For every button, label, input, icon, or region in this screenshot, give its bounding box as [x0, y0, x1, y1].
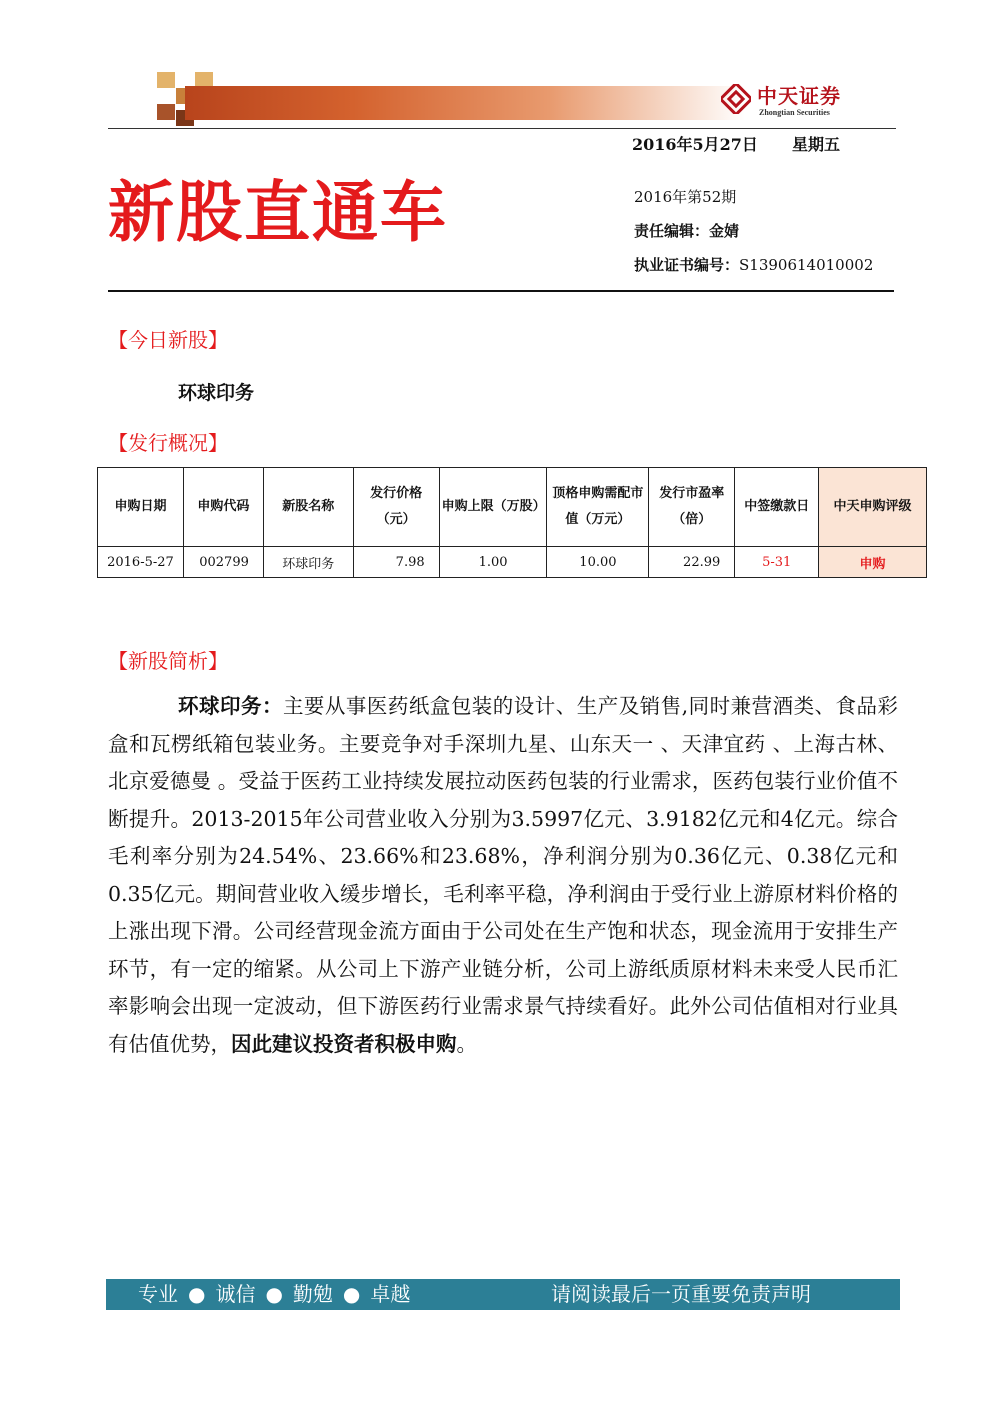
editor-line	[634, 220, 739, 241]
header-rule	[108, 290, 894, 292]
footer-disclaimer: 请阅读最后一页重要免责声明	[551, 1282, 811, 1306]
footer-bar	[106, 1279, 900, 1310]
editor-label: 责任编辑：	[634, 222, 710, 240]
th-market-value: 顶格申购需配市值（万元）	[547, 468, 649, 547]
analysis-conclusion: 因此建议投资者积极申购	[231, 1031, 457, 1056]
th-date: 申购日期	[98, 468, 184, 547]
cell-market-value: 10.00	[547, 547, 649, 578]
cert-line	[634, 254, 873, 275]
brand-name-cn: 中天证券	[757, 84, 841, 108]
cell-rating: 申购	[819, 547, 927, 578]
cert-label: 执业证书编号：	[634, 256, 740, 274]
weekday: 星期五	[791, 135, 840, 154]
th-price: 发行价格（元）	[353, 468, 439, 547]
decor-square	[157, 104, 175, 120]
value-integrity: 诚信	[215, 1282, 256, 1306]
th-payment-date: 中签缴款日	[735, 468, 819, 547]
cert-number: S1390614010002	[739, 256, 874, 274]
date: 2016年5月27日	[632, 135, 758, 154]
banner-gradient-bar	[185, 86, 745, 120]
value-excellence: 卓越	[370, 1282, 411, 1306]
cell-price: 7.98	[353, 547, 439, 578]
th-code: 申购代码	[183, 468, 263, 547]
bullet-icon: ●	[265, 1282, 283, 1306]
cell-limit: 1.00	[439, 547, 547, 578]
decor-square	[157, 72, 175, 88]
zhongtian-logo-icon	[721, 84, 751, 114]
issue-table	[97, 467, 927, 578]
analysis-lead: 环球印务：	[178, 694, 283, 718]
section-overview-title: 【发行概况】	[108, 431, 228, 455]
th-rating: 中天申购评级	[819, 468, 927, 547]
value-professional: 专业	[138, 1282, 178, 1306]
analysis-paragraph	[108, 688, 898, 1063]
analysis-body: 主要从事医药纸盒包装的设计、生产及销售,同时兼营酒类、食品彩盒和瓦楞纸箱包装业务。主要竞争对手深圳九星、山东天一 、天津宜药 、上海古林、北京爱德曼 。受益于医药工业持续发展拉动医药包装的行业需求，医药包装行业价值不断提升。2013-2015年公司营业收入分别为3.5997亿元、3.9182亿元和4亿元。综合毛利率分别为24.54%、23.66%和23.68%，净利润分别为0.36亿元、0.38亿元和0.35亿元。期间营业收入缓步增长，毛利率平稳，净利润由于受行业上游原材料价格的上涨出现下滑。公司经营现金流方面由于公司处在生产饱和状态，现金流用于安排生产环节，有一定的缩紧。从公司上下游产业链分析，公司上游纸质原材料未来受人民币汇率影响会出现一定波动，但下游医药行业需求景气持续看好。此外公司估值相对行业具有估值优势，	[108, 694, 899, 1056]
footer-values	[138, 1279, 410, 1310]
table-header-row	[98, 468, 927, 547]
cell-payment-date: 5-31	[735, 547, 819, 578]
section-today-title: 【今日新股】	[108, 328, 228, 352]
value-diligence: 勤勉	[292, 1282, 333, 1306]
cell-pe: 22.99	[649, 547, 735, 578]
bullet-icon: ●	[342, 1282, 361, 1306]
th-limit: 申购上限（万股）	[439, 468, 547, 547]
th-name: 新股名称	[263, 468, 353, 547]
analysis-end: 。	[456, 1031, 477, 1056]
issue-number: 2016年第52期	[634, 188, 737, 206]
today-stock-name: 环球印务	[178, 382, 255, 404]
th-pe: 发行市盈率（倍）	[649, 468, 735, 547]
editor-name: 金婧	[709, 222, 740, 240]
cell-name: 环球印务	[263, 547, 353, 578]
date-line	[632, 132, 840, 155]
top-rule	[108, 128, 896, 129]
section-analysis-title: 【新股简析】	[108, 649, 228, 673]
cell-date: 2016-5-27	[98, 547, 184, 578]
masthead-title: 新股直通车	[108, 174, 448, 251]
cell-code: 002799	[183, 547, 263, 578]
brand-name-en: Zhongtian Securities	[759, 108, 830, 117]
header-banner	[155, 72, 895, 126]
table-row	[98, 547, 927, 578]
bullet-icon: ●	[188, 1282, 206, 1306]
